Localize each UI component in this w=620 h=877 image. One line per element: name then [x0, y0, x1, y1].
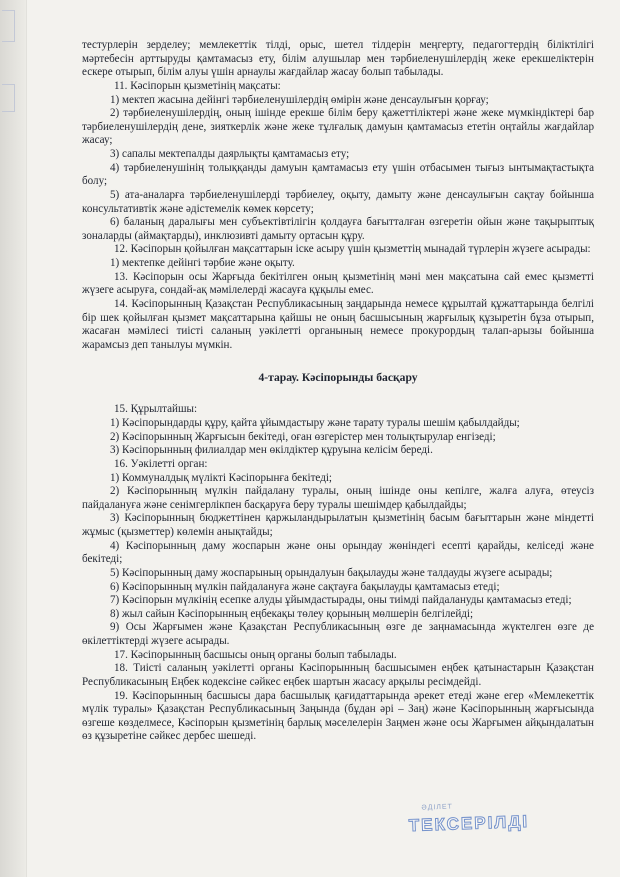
clause-13: 13. Кәсіпорын осы Жарғыда бекітілген оның қызметінің мәні мен мақсатына сай емес қызметті жүзеге асыруға, сондай-ақ мәмілелерді жасауға құқылы емес.	[82, 270, 594, 297]
clause-15-heading: 15. Құрылтайшы:	[114, 403, 198, 416]
clause-16-item: 7) Кәсіпорын мүлкінің есепке алуды ұйымдастырады, оны тиімді пайдалануды қамтамасыз етеді;	[110, 594, 572, 607]
scan-mark	[2, 10, 15, 42]
clause-16-item: 9) Осы Жарғымен және Қазақстан Республикасының өзге де заңнамасында жүктелген өзге де өкілеттіктерді жүзеге асырады.	[82, 621, 594, 647]
section-title: 4-тарау. Кәсіпорынды басқару	[258, 371, 418, 385]
stamp-label: ТЕКСЕРІЛДІ	[408, 811, 530, 836]
clause-16-item: 4) Кәсіпорынның даму жоспарын және оны орындау жөніндегі есепті қарайды, келіседі және бекітеді;	[82, 539, 594, 566]
clause-16-item: 5) Кәсіпорынның даму жоспарының орындалуын бақылауды және талдауды жүзеге асырады;	[110, 566, 553, 579]
clause-16-item: 8) жыл сайын Кәсіпорынның еңбекақы төлеу қорының мөлшерін белгілейді;	[110, 607, 474, 620]
clause-14: 14. Кәсіпорынның Қазақстан Республикасының заңдарында немесе құрылтай құжаттарында белгілі бір шек қойылған қызмет мақсаттарына қайшы не оның басшысының жарғылық құзыретін бұза отырып, жасаған мәмілесі тиісті саланың уәкілетті органының немесе прокурордың талап-арызы бойынша жарамсыз деп танылуы мүмкін.	[82, 297, 594, 351]
stamp-caption: ӘДІЛЕТ	[421, 803, 454, 812]
clause-15-item: 2) Кәсіпорынның Жарғысын бекітеді, оған өзгерістер мен толықтырулар енгізеді;	[110, 430, 496, 443]
clause-16-item: 2) Кәсіпорынның мүлкін пайдалану туралы, оның ішінде оны кепілге, жалға алуға, өтеусіз пайдалануға және сенімгерлікпен басқаруға беру туралы шешімдер қабылдайды;	[82, 485, 594, 511]
clause-12-item: 1) мектепке дейінгі тәрбие және оқыту.	[110, 257, 295, 269]
clause-11-heading: 11. Кәсіпорын қызметінің мақсаты:	[114, 79, 281, 92]
verification-stamp	[400, 803, 539, 839]
clause-15-item: 3) Кәсіпорынның филиалдар мен өкілдіктер құруына келісім береді.	[110, 444, 433, 457]
clause-12-heading: 12. Кәсіпорын қойылған мақсаттарын іске асыру үшін қызметтің мынадай түрлерін жүзеге асырады:	[114, 243, 591, 256]
clause-11-item: 6) баланың даралығы мен субъектівтілігін қолдауға бағытталған өзгеретін ойын және тақырыптық зоналарды (аймақтарды), инклюзивті дамыту ортасын құру.	[82, 216, 594, 242]
document-body	[82, 39, 594, 744]
clause-16-item: 1) Коммуналдық мүлікті Кәсіпорынға бекітеді;	[110, 471, 332, 484]
clause-16-item: 6) Кәсіпорынның мүлкін пайдалануға және сақтауға бақылауды қамтамасыз етеді;	[110, 580, 500, 593]
clause-19: 19. Кәсіпорынның басшысы дара басшылық қағидаттарында әрекет етеді және егер «Мемлекеттік мүлік туралы» Қазақстан Республикасының Заңында (бұдан әрі – Заң) және Кәсіпорынның жарғысында өзгеше көзделмесе, Кәсіпорын қызметінің барлық мәселелерін Заңмен және осы Жарғымен айқындалатын өз құзыретіне сәйкес дербес шешеді.	[82, 689, 594, 743]
paragraph-continuation: тестурлерін зерделеу; мемлекеттік тілді, орыс, шетел тілдерін меңгерту, педагогтердің біліктілігі мәртебесін арттыруды қамтамасыз ету, білім алушылар мен тәрбиеленушілердің жеке ерекшеліктерін ескере отырып, білім алуы үшін арнаулы жағдайлар жасау болып табылады.	[82, 39, 594, 79]
clause-11-item: 4) тәрбиеленушінің толыққанды дамуын қамтамасыз ету үшін отбасымен тығыз ынтымақтастықта болу;	[82, 161, 594, 188]
clause-17: 17. Кәсіпорынның басшысы оның органы болып табылады.	[114, 648, 397, 661]
clause-18: 18. Тиісті саланың уәкілетті органы Кәсіпорынның басшысымен еңбек қатынастарын Қазақстан Республикасының Еңбек кодексіне сәйкес еңбек шартын жасасу арқылы ресімдейді.	[82, 662, 594, 688]
clause-16-heading: 16. Уәкілетті орган:	[114, 457, 208, 470]
clause-11-item: 3) сапалы мектепалды даярлықты қамтамасыз ету;	[110, 148, 350, 160]
clause-15-item: 1) Кәсіпорындарды құру, қайта ұйымдастыру және тарату туралы шешім қабылдайды;	[110, 417, 520, 429]
scan-mark	[2, 84, 15, 112]
clause-11-item: 5) ата-аналарға тәрбиеленушілерді тәрбиелеу, оқыту, дамыту және денсаулығын сақтау бойынша консультативтік және әдістемелік көмек көрсету;	[82, 188, 594, 215]
clause-16-item: 3) Кәсіпорынның бюджеттінен қаржыландырылатын қызметінің басым бағыттарын және міндетті жұмыс (қызметтер) көлемін анықтайды;	[82, 512, 594, 538]
page-gutter	[0, 0, 27, 877]
clause-11-item: 2) тәрбиеленушілердің, оның ішінде ерекше білім беру қажеттіліктері және жеке мүмкіндіктері бар тәрбиеленушілердің дене, зияткерлік және жеке тұлғалық дамуын қамтамасыз ететін оңтайлы жағдайлар жасау;	[82, 107, 594, 147]
clause-11-item: 1) мектеп жасына дейінгі тәрбиеленушілердің өмірін және денсаулығын қорғау;	[110, 93, 489, 106]
